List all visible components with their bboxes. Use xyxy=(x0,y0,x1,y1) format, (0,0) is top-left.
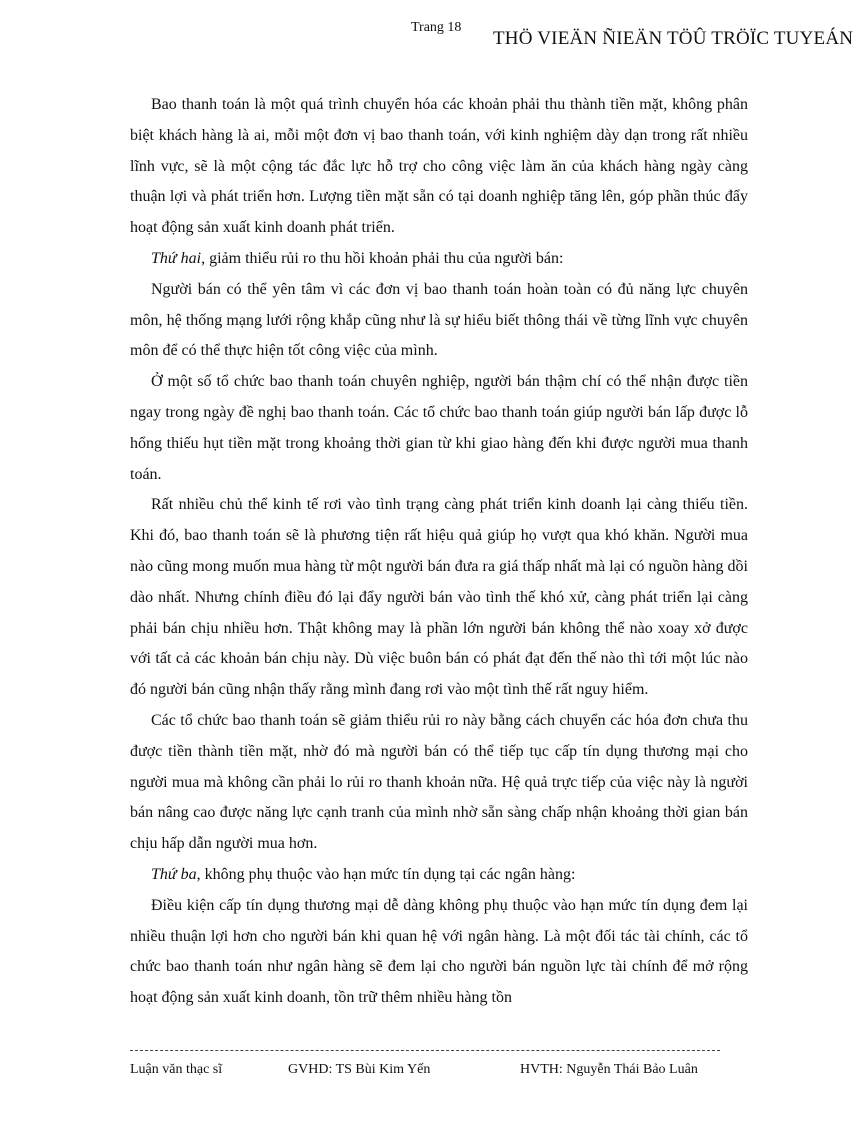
paragraph xyxy=(130,244,748,275)
paragraph: Các tổ chức bao thanh toán sẽ giảm thiểu rủi ro này bằng cách chuyển các hóa đơn chưa thu được tiền thành tiền mặt, nhờ đó mà người bán có thể tiếp tục cấp tín dụng thương mại cho người mua mà không cần phải lo rủi ro thanh khoản nữa. Hệ quả trực tiếp của việc này là người bán nâng cao được năng lực cạnh tranh của mình nhờ sẵn sàng chấp nhận khoảng thời gian bán chịu hấp dẫn người mua hơn. xyxy=(130,711,748,853)
paragraph: Ở một số tổ chức bao thanh toán chuyên nghiệp, người bán thậm chí có thể nhận được tiền ngay trong ngày đề nghị bao thanh toán. Các tổ chức bao thanh toán giúp người bán lấp được lỗ hổng thiếu hụt tiền mặt trong khoảng thời gian từ khi giao hàng đến khi được người mua thanh toán. xyxy=(130,373,748,483)
footer-divider xyxy=(130,1050,720,1051)
page-number: Trang 18 xyxy=(411,20,462,35)
paragraph xyxy=(130,860,748,891)
paragraph: Rất nhiều chủ thể kinh tế rơi vào tình trạng càng phát triển kinh doanh lại càng thiếu tiền. Khi đó, bao thanh toán sẽ là phương tiện rất hiệu quả giúp họ vượt qua khó khăn. Người mua nào cũng mong muốn mua hàng từ một người bán đưa ra giá thấp nhất mà lại có nguồn hàng dồi dào nhất. Nhưng chính điều đó lại đẩy người bán vào tình thế khó xử, càng phát triển lại càng phải bán chịu nhiều hơn. Thật không may là phần lớn người bán không thể nào xoay xở được với tất cả các khoản bán chịu này. Dù việc buôn bán có phát đạt đến thế nào thì tới một lúc nào đó người bán cũng nhận thấy rằng mình đang rơi vào một tình thế rất nguy hiểm. xyxy=(130,496,748,699)
site-banner: THÖ VIEÄN ÑIEÄN TÖÛ TRÖÏC TUYEÁN xyxy=(493,28,853,49)
footer-thesis-label: Luận văn thạc sĩ xyxy=(130,1062,223,1077)
paragraph: Bao thanh toán là một quá trình chuyển hóa các khoản phải thu thành tiền mặt, không phân biệt khách hàng là ai, mỗi một đơn vị bao thanh toán, với kinh nghiệm dày dạn trong rất nhiều lĩnh vực, sẽ là một cộng tác đắc lực hỗ trợ cho công việc làm ăn của khách hàng ngày càng thuận lợi và phát triển hơn. Lượng tiền mặt sẵn có tại doanh nghiệp tăng lên, góp phần thúc đẩy hoạt động sản xuất kinh doanh phát triển. xyxy=(130,96,748,237)
paragraph-text: , giảm thiểu rủi ro thu hồi khoản phải thu của người bán: xyxy=(201,249,564,267)
paragraph: Người bán có thể yên tâm vì các đơn vị bao thanh toán hoàn toàn có đủ năng lực chuyên môn, hệ thống mạng lưới rộng khắp cũng như là sự hiểu biết thông thái về từng lĩnh vực chuyên môn để có thể thực hiện tốt công việc của mình. xyxy=(130,280,748,360)
paragraph: Điều kiện cấp tín dụng thương mại dễ dàng không phụ thuộc vào hạn mức tín dụng đem lại nhiều thuận lợi hơn cho người bán khi quan hệ với ngân hàng. Là một đối tác tài chính, các tổ chức bao thanh toán như ngân hàng sẽ đem lại cho người bán nguồn lực tài chính để mở rộng hoạt động sản xuất kinh doanh, tồn trữ thêm nhiều hàng tồn xyxy=(130,896,748,1007)
footer-student: HVTH: Nguyễn Thái Bảo Luân xyxy=(520,1062,698,1077)
paragraph-lead: Thứ ba xyxy=(151,865,197,883)
footer-supervisor: GVHD: TS Bùi Kim Yến xyxy=(288,1062,431,1077)
paragraph-lead: Thứ hai xyxy=(151,249,202,267)
document-body xyxy=(130,90,748,1014)
paragraph-text: , không phụ thuộc vào hạn mức tín dụng tại các ngân hàng: xyxy=(196,865,576,883)
